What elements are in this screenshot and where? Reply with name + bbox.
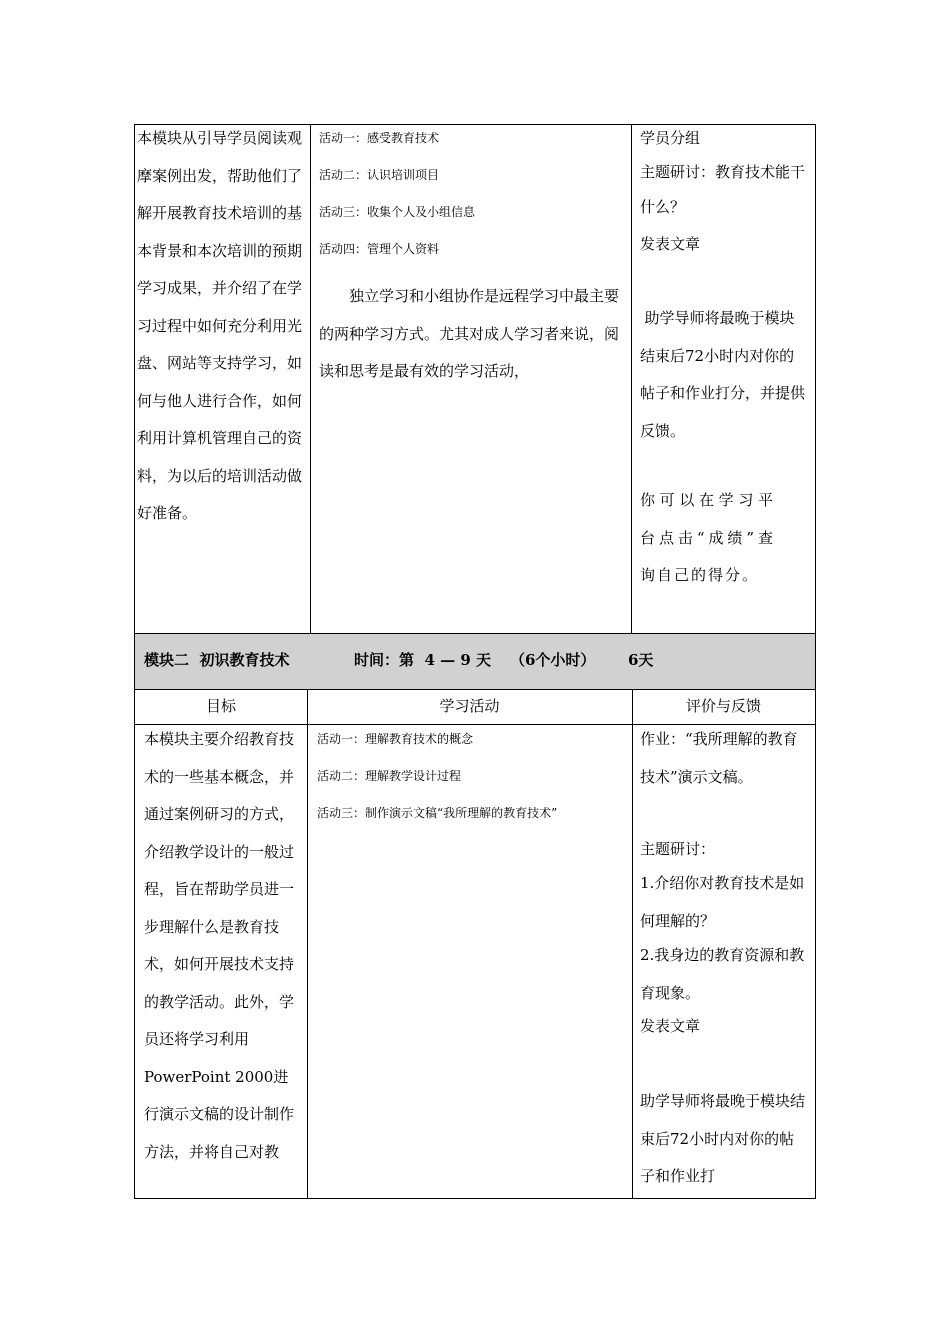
module1-activity-2: 活动二：认识培训项目 <box>319 168 440 182</box>
module1-feedback-publish: 发表文章 <box>640 235 701 253</box>
row-divider-3 <box>134 724 816 725</box>
module2-activity-1: 活动一：理解教育技术的概念 <box>317 732 474 746</box>
row-divider-1 <box>134 633 816 634</box>
module2-days: 6天 <box>628 651 654 669</box>
module2-topic-1: 1.介绍你对教育技术是如何理解的？ <box>640 874 805 930</box>
table-bottom-border <box>134 1198 816 1199</box>
table-left-border <box>134 124 135 1199</box>
module1-activity-4: 活动四：管理个人资料 <box>319 242 440 256</box>
module2-title: 模块二 初识教育技术 <box>144 651 290 669</box>
module2-hours: （6个小时） <box>510 651 596 669</box>
module1-score-note: 你可以在学习平台点击“成绩”查询自己的得分。 <box>640 491 775 584</box>
row-divider-2 <box>134 689 816 690</box>
module2-topic-2: 2.我身边的教育资源和教育现象。 <box>640 946 805 1002</box>
module2-time: 时间：第 4 — 9 天 <box>354 651 491 669</box>
module2-tutor-note: 助学导师将最晚于模块结束后72小时内对你的帖子和作业打 <box>640 1092 806 1185</box>
column-header-feedback: 评价与反馈 <box>685 697 761 715</box>
col-divider-1-lower <box>307 689 308 1199</box>
module1-goal-text: 本模块从引导学员阅读观摩案例出发，帮助他们了解开展教育技术培训的基本背景和本次培训的预期学习成果，并介绍了在学习过程中如何充分利用光盘、网站等支持学习，如何与他人进行合作，如何利用计算机管理自己的资料，为以后的培训活动做好准备。 <box>137 129 303 522</box>
column-header-activity: 学习活动 <box>439 697 500 715</box>
col-divider-2-upper <box>631 124 632 633</box>
table-right-border <box>815 124 816 1199</box>
module2-activity-3: 活动三：制作演示文稿“我所理解的教育技术” <box>317 806 558 820</box>
col-divider-2-lower <box>632 689 633 1199</box>
module2-goal-text: 本模块主要介绍教育技术的一些基本概念，并通过案例研习的方式，介绍教学设计的一般过程，旨在帮助学员进一步理解什么是教育技术，如何开展技术支持的教学活动。此外，学员还将学习利用PowerPoint 2000进行演示文稿的设计制作方法，并将自己对教 <box>144 730 295 1161</box>
module2-activity-2: 活动二：理解教学设计过程 <box>317 769 462 783</box>
module1-feedback-topic: 主题研讨：教育技术能干什么？ <box>640 163 806 216</box>
module1-activity-1: 活动一：感受教育技术 <box>319 131 440 145</box>
module1-tutor-note: 助学导师将最晚于模块结束后72小时内对你的帖子和作业打分，并提供反馈。 <box>640 309 806 440</box>
module1-feedback-grouping: 学员分组 <box>640 129 701 147</box>
table-top-border <box>134 124 816 125</box>
module2-topic-title: 主题研讨： <box>640 840 716 858</box>
col-divider-1-upper <box>310 124 311 633</box>
module2-homework: 作业：“我所理解的教育技术”演示文稿。 <box>640 730 798 786</box>
module1-paragraph: 独立学习和小组协作是远程学习中最主要的两种学习方式。尤其对成人学习者来说，阅读和思考是最有效的学习活动， <box>319 287 620 380</box>
column-header-goal: 目标 <box>205 697 236 715</box>
module1-activity-3: 活动三：收集个人及小组信息 <box>319 205 476 219</box>
module2-publish: 发表文章 <box>640 1017 701 1035</box>
